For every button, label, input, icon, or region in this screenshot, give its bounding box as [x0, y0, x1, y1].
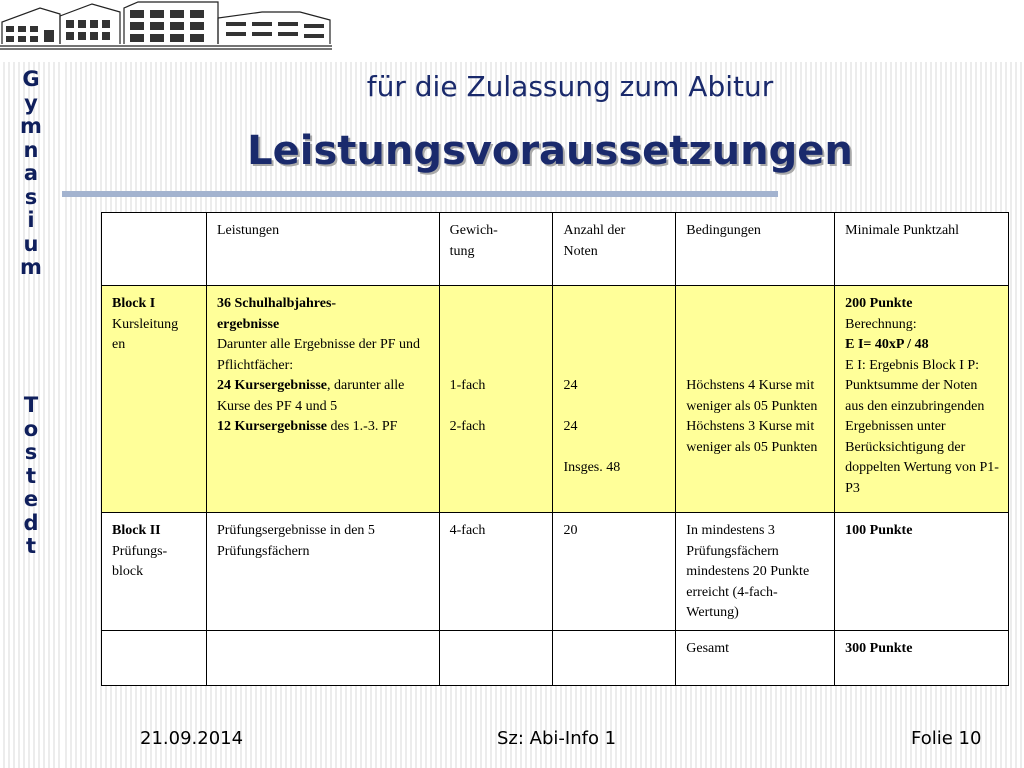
title-divider — [62, 191, 778, 197]
block1-sub: Kursleitung en — [112, 316, 179, 352]
slide-title: Leistungsvoraussetzungen — [247, 128, 853, 174]
block1-min-formula: E I= 40xP / 48 — [845, 337, 929, 352]
header-cell-minimal: Minimale Punktzahl — [835, 213, 1009, 286]
sidebar-name-bottom — [8, 394, 54, 559]
block1-anzahl-cell — [553, 286, 676, 513]
sidebar-letter: T — [23, 393, 39, 417]
block2-sub: Prüfungs-block — [112, 543, 168, 579]
sidebar-letter: i — [27, 208, 35, 232]
total-empty-cell — [206, 630, 439, 685]
footer-center: Sz: Abi-Info 1 — [497, 728, 617, 749]
sidebar-letter: t — [25, 463, 37, 488]
sidebar-letter: s — [24, 440, 38, 464]
block2-gewichtung-cell: 4-fach — [439, 513, 553, 631]
block1-name-cell — [102, 286, 207, 513]
header-cell-bedingungen: Bedingungen — [676, 213, 835, 286]
block1-leist-bold2: 24 Kursergebnisse — [216, 378, 327, 393]
requirements-table — [101, 212, 1009, 686]
block1-minimal-cell — [835, 286, 1009, 513]
block1-anz1: 24 — [563, 378, 578, 393]
block1-anz3: Insges. 48 — [563, 460, 621, 475]
block2-anzahl-cell: 20 — [553, 513, 676, 631]
sidebar-letter: m — [20, 255, 42, 279]
sidebar-letter: d — [23, 510, 39, 535]
sidebar-letter: t — [25, 534, 37, 558]
footer-slide-number: Folie 10 — [911, 728, 982, 749]
block1-min-text2: E I: Ergebnis Block I P: Punktsumme der Noten aus den einzubringenden Ergebnissen unter Berücksichtigung der doppelten Wertung von P1-P3 — [845, 357, 999, 496]
footer-date: 21.09.2014 — [140, 728, 244, 749]
block2-name-cell — [102, 513, 207, 631]
slide-subtitle: für die Zulassung zum Abitur — [366, 70, 774, 103]
table-header-row — [102, 213, 1009, 286]
block1-gew2: 2-fach — [449, 419, 486, 434]
sidebar-name-top — [8, 68, 54, 280]
sidebar-letter: m — [20, 114, 42, 138]
block2-bedingungen-cell: In mindestens 3 Prüfungsfächern mindestens 20 Punkte erreicht (4-fach-Wertung) — [676, 513, 835, 631]
table-row-block2 — [102, 513, 1009, 631]
block1-name: Block I — [112, 296, 156, 311]
block1-leist-text1: Darunter alle Ergebnisse der PF und Pflichtfächer: — [216, 337, 421, 373]
school-building-logo — [0, 0, 332, 52]
block1-anz2: 24 — [563, 419, 578, 434]
block1-min-text1: Berechnung: — [845, 316, 917, 332]
block2-minimal-cell: 100 Punkte — [835, 513, 1009, 631]
header-cell-leistungen: Leistungen — [206, 213, 439, 286]
block1-leist-bold3: 12 Kursergebnisse — [216, 419, 327, 434]
block1-bedingungen-cell — [676, 286, 835, 513]
total-value-cell: 300 Punkte — [835, 630, 1009, 685]
sidebar-letter: n — [23, 137, 39, 162]
block1-bed2: Höchstens 3 Kurse mit weniger als 05 Punkten — [686, 419, 818, 455]
block1-leist-text2: , darunter alle Kurse des PF 4 und 5 — [216, 378, 405, 414]
total-empty-cell — [439, 630, 553, 685]
block1-bed1: Höchstens 4 Kurse mit weniger als 05 Punkten — [686, 378, 818, 414]
block1-min-bold: 200 Punkte — [845, 296, 913, 311]
sidebar-letter: o — [23, 416, 39, 441]
block1-gewichtung-cell — [439, 286, 553, 513]
total-empty-cell — [553, 630, 676, 685]
block1-leist-bold1: 36 Schulhalbjahres- ergebnisse — [216, 296, 337, 332]
sidebar-letter: s — [24, 184, 38, 209]
block2-leistungen-cell: Prüfungsergebnisse in den 5 Prüfungsfächern — [206, 513, 439, 631]
block1-leistungen-cell — [206, 286, 439, 513]
block1-leist-text3: des 1.-3. PF — [327, 419, 398, 434]
total-label-cell: Gesamt — [676, 630, 835, 685]
table-row-block1 — [102, 286, 1009, 513]
sidebar-letter: u — [23, 231, 39, 256]
block2-name: Block II — [112, 523, 161, 538]
sidebar-letter: a — [23, 161, 39, 185]
block1-gew1: 1-fach — [449, 378, 486, 393]
header-cell-empty — [102, 213, 207, 286]
total-empty-cell — [102, 630, 207, 685]
sidebar-letter: G — [22, 67, 40, 91]
sidebar-letter: e — [23, 487, 39, 511]
table-row-total — [102, 630, 1009, 685]
sidebar-letter: y — [24, 90, 38, 115]
header-cell-gewichtung: Gewich- tung — [439, 213, 553, 286]
header-cell-anzahl: Anzahl der Noten — [553, 213, 676, 286]
